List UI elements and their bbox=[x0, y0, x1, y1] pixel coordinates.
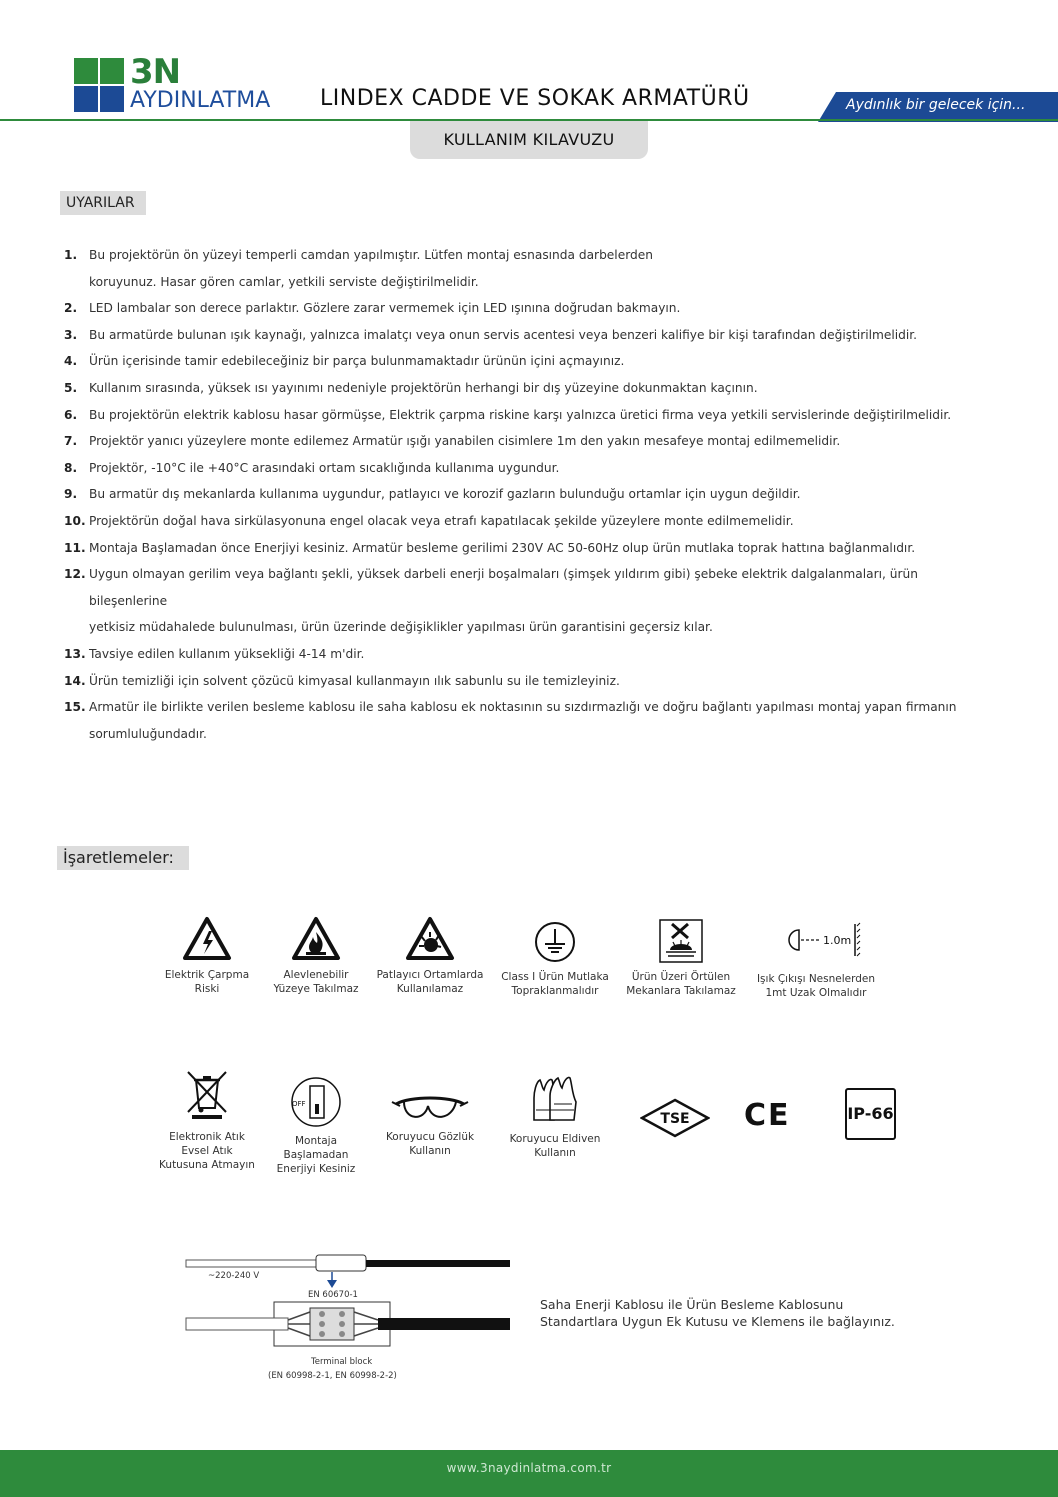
caption-line: Kullanın bbox=[409, 1145, 451, 1157]
warning-text: Tavsiye edilen kullanım yüksekliği 4-14 m'dir. bbox=[89, 646, 365, 661]
warning-text: Bu projektörün elektrik kablosu hasar görmüşse, Elektrik çarpma riskine karşı yalnızca üretici firma veya yetkili servislerinde değiştirilmelidir. bbox=[89, 407, 952, 422]
warning-number: 3. bbox=[64, 327, 78, 342]
warning-item bbox=[64, 375, 984, 402]
electric-shock-icon bbox=[182, 916, 232, 962]
wiring-note-line: Saha Enerji Kablosu ile Ürün Besleme Kablosunu bbox=[540, 1297, 844, 1312]
ip-rating-badge: IP-66 bbox=[845, 1088, 896, 1140]
tse-mark-icon bbox=[640, 1098, 710, 1138]
warning-text: Montaja Başlamadan önce Enerjiyi kesiniz. Armatür besleme gerilimi 230V AC 50-60Hz olup ürün mutlaka toprak hattına bağlanmalıdır. bbox=[89, 540, 916, 555]
logo-text: AYDINLATMA bbox=[130, 88, 271, 113]
wiring-note bbox=[540, 1296, 895, 1330]
terminal-block-icon bbox=[310, 1308, 354, 1340]
caption-line: Patlayıcı Ortamlarda bbox=[376, 969, 484, 981]
distance-icon bbox=[771, 920, 861, 962]
markings-heading: İşaretlemeler: bbox=[57, 846, 189, 870]
weee-bin-icon bbox=[184, 1068, 230, 1120]
no-cover-icon bbox=[658, 918, 704, 964]
warning-number: 14. bbox=[64, 673, 86, 688]
supply-cable bbox=[186, 1260, 316, 1267]
warnings-list bbox=[64, 242, 984, 747]
voltage-label: ~220-240 V bbox=[208, 1271, 260, 1281]
caption-line: Kullanın bbox=[534, 1147, 576, 1159]
warning-number: 11. bbox=[64, 540, 86, 555]
warning-text: Ürün içerisinde tamir edebileceğiniz bir parça bulunmamaktadır ürünün içini açmayınız. bbox=[89, 354, 625, 369]
ce-mark-icon: CE bbox=[744, 1098, 791, 1133]
tse-label: TSE bbox=[660, 1111, 690, 1127]
caption-line: Evsel Atık bbox=[181, 1145, 233, 1157]
earth-ground-icon bbox=[533, 920, 577, 964]
caption-line: Ürün Üzeri Örtülen bbox=[631, 971, 731, 983]
symbol-distance bbox=[756, 920, 876, 1000]
warning-number: 13. bbox=[64, 646, 86, 661]
warning-number: 5. bbox=[64, 380, 78, 395]
caption-line: Class I Ürün Mutlaka bbox=[501, 971, 609, 983]
warning-text: Armatür ile birlikte verilen besleme kablosu ile saha kablosu ek noktasının su sızdırmazlığı ve doğru bağlantı yapılması montaj yapan firmanın bbox=[89, 700, 957, 715]
caption-line: 1mt Uzak Olmalıdır bbox=[765, 987, 867, 999]
symbol-flammable bbox=[256, 916, 376, 996]
warning-text: Bu projektörün ön yüzeyi temperli camdan yapılmıştır. Lütfen montaj esnasında darbelerden bbox=[89, 248, 653, 262]
warning-number: 7. bbox=[64, 434, 78, 449]
caption-line: Işık Çıkışı Nesnelerden bbox=[756, 973, 876, 985]
company-logo bbox=[74, 52, 294, 116]
warning-text: Ürün temizliği için solvent çözücü kimyasal kullanmayın ılık sabunlu su ile temizleyiniz. bbox=[89, 673, 620, 688]
caption-line: Yüzeye Takılmaz bbox=[273, 983, 359, 995]
warning-text-continued: yetkisiz müdahalede bulunulması, ürün üzerinde değişiklikler yapılması ürün garantisini geçersiz kılar. bbox=[89, 620, 713, 635]
symbol-electric-shock bbox=[147, 916, 267, 996]
warning-item bbox=[64, 455, 984, 482]
caption-line: Koruyucu Gözlük bbox=[385, 1131, 475, 1143]
symbol-safety-glasses bbox=[370, 1090, 490, 1158]
warning-number: 4. bbox=[64, 354, 78, 369]
warning-item bbox=[64, 535, 984, 562]
caption-line: Mekanlara Takılamaz bbox=[626, 985, 736, 997]
page-title: LINDEX CADDE VE SOKAK ARMATÜRÜ bbox=[320, 86, 750, 111]
distance-label: 1.0m bbox=[823, 934, 852, 947]
footer-url[interactable]: www.3naydinlatma.com.tr bbox=[446, 1461, 612, 1475]
caption-line: Kutusuna Atmayın bbox=[159, 1159, 255, 1171]
arrow-down-icon bbox=[327, 1280, 337, 1288]
warning-number: 12. bbox=[64, 567, 86, 582]
warning-text: Bu armatürde bulunan ışık kaynağı, yalnızca imalatçı veya onun servis acentesi veya benzeri kalifiye bir kişi tarafından değiştirilmelidir. bbox=[89, 327, 918, 342]
warning-text: Kullanım sırasında, yüksek ısı yayınımı nedeniyle projektörün herhangi bir dış yüzeyine dokunmaktan kaçının. bbox=[89, 380, 758, 395]
symbol-gloves bbox=[495, 1074, 615, 1160]
symbol-no-cover bbox=[621, 918, 741, 998]
symbol-weee-bin bbox=[147, 1068, 267, 1172]
caption-line: Riski bbox=[194, 983, 220, 995]
warning-item bbox=[64, 428, 984, 455]
power-off-icon bbox=[290, 1076, 342, 1128]
warning-item bbox=[64, 668, 984, 695]
warning-text-continued: sorumluluğundadır. bbox=[89, 726, 207, 741]
warning-item bbox=[64, 295, 984, 322]
logo-grid-icon bbox=[74, 58, 126, 114]
symbol-earth-ground bbox=[495, 920, 615, 998]
caption-line: Elektronik Atık bbox=[169, 1131, 245, 1143]
caption-line: Alevlenebilir bbox=[283, 969, 349, 981]
warning-number: 8. bbox=[64, 460, 78, 475]
warning-item bbox=[64, 348, 984, 375]
gloves-icon bbox=[528, 1074, 582, 1124]
warning-text: Uygun olmayan gerilim veya bağlantı şekli, yüksek darbeli enerji boşalmaları (şimşek yıldırım gibi) şebeke elektrik dalgalanmaları, ürün bileşenlerine bbox=[89, 567, 918, 608]
terminal-block-standard: (EN 60998-2-1, EN 60998-2-2) bbox=[268, 1371, 397, 1381]
caption-line: Montaja bbox=[294, 1135, 338, 1147]
explosive-icon bbox=[405, 916, 455, 962]
slogan-text: Aydınlık bir gelecek için... bbox=[846, 97, 1026, 113]
warning-item bbox=[64, 242, 984, 295]
warning-text: LED lambalar son derece parlaktır. Gözlere zarar vermemek için LED ışınına doğrudan bakmayın. bbox=[89, 301, 681, 316]
safety-glasses-icon bbox=[390, 1090, 470, 1126]
warning-item bbox=[64, 481, 984, 508]
warning-item bbox=[64, 322, 984, 349]
wiring-note-line: Standartlara Uygun Ek Kutusu ve Klemens ile bağlayınız. bbox=[540, 1314, 895, 1329]
caption-line: Koruyucu Eldiven bbox=[509, 1133, 601, 1145]
warning-text: Projektör yanıcı yüzeylere monte edilemez Armatür ışığı yanabilen cisimlere 1m den yakın mesafeye montaj edilmemelidir. bbox=[89, 434, 841, 449]
warning-text: Bu armatür dış mekanlarda kullanıma uygundur, patlayıcı ve korozif gazların bulunduğu ortamlar için uygun değildir. bbox=[89, 487, 801, 502]
warning-item bbox=[64, 561, 984, 641]
warning-item bbox=[64, 641, 984, 668]
switch-label: OFF bbox=[292, 1100, 306, 1108]
caption-line: Topraklanmalıdır bbox=[511, 985, 599, 997]
caption-line: Elektrik Çarpma bbox=[164, 969, 250, 981]
warning-number: 6. bbox=[64, 407, 78, 422]
warning-number: 9. bbox=[64, 487, 78, 502]
logo-mark: 3N bbox=[130, 52, 181, 92]
product-cable bbox=[366, 1260, 510, 1267]
warnings-heading: UYARILAR bbox=[60, 191, 146, 215]
warning-item bbox=[64, 694, 984, 747]
warning-number: 10. bbox=[64, 513, 86, 528]
symbol-power-off bbox=[256, 1076, 376, 1176]
warning-text: Projektör, -10°C ile +40°C arasındaki ortam sıcaklığında kullanıma uygundur. bbox=[89, 460, 560, 475]
subtitle-tab: KULLANIM KILAVUZU bbox=[410, 121, 648, 159]
caption-line: Enerjiyi Kesiniz bbox=[276, 1163, 356, 1175]
caption-line: Başlamadan bbox=[283, 1149, 349, 1161]
warning-text: Projektörün doğal hava sirkülasyonuna engel olacak veya etrafı kapatılacak şekilde yüzeylere monte edilmemelidir. bbox=[89, 513, 794, 528]
enclosure-standard: EN 60670-1 bbox=[308, 1290, 358, 1300]
warning-number: 2. bbox=[64, 301, 78, 316]
wiring-diagram bbox=[180, 1240, 520, 1390]
flammable-icon bbox=[291, 916, 341, 962]
symbol-explosive bbox=[370, 916, 490, 996]
warning-item bbox=[64, 402, 984, 429]
caption-line: Kullanılamaz bbox=[396, 983, 464, 995]
warning-text-continued: koruyunuz. Hasar gören camlar, yetkili serviste değiştirilmelidir. bbox=[89, 274, 479, 289]
terminal-block-label: Terminal block bbox=[311, 1357, 373, 1367]
warning-item bbox=[64, 508, 984, 535]
warning-number: 1. bbox=[64, 248, 78, 262]
junction-box bbox=[316, 1255, 366, 1271]
warning-number: 15. bbox=[64, 700, 86, 715]
